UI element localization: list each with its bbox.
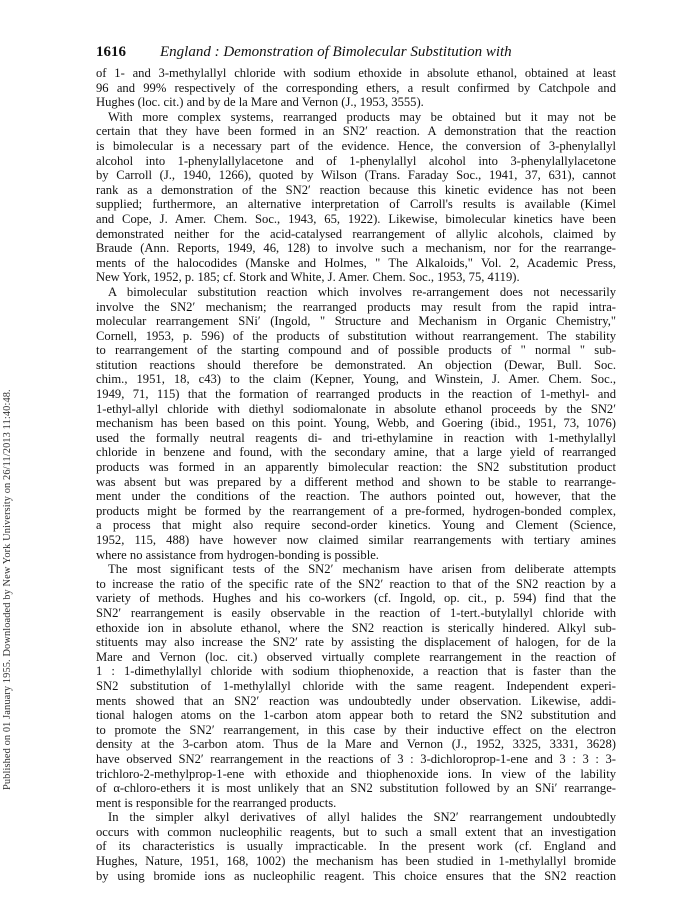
- text-line: where no assistance from hydrogen-bonding is possible.: [96, 547, 379, 562]
- text-line: New York, 1952, p. 185; cf. Stork and White, J. Amer. Chem. Soc., 1953, 75, 4119).: [96, 270, 520, 285]
- text-line: a process that might also require second-order kinetics. Young and Clement (Science,: [96, 518, 616, 533]
- text-line: mechanism has been based on this point. Young, Webb, and Goering (ibid., 1951, 73, 1076): [96, 416, 616, 431]
- page-number: 1616: [96, 44, 126, 60]
- text-line: involve the SN2′ mechanism; the rearranged products may result from the rapid intra-: [96, 299, 616, 314]
- text-line: occurs with common nucleophilic reagents, but to such a small extent that an investigation: [96, 824, 616, 839]
- text-line: tional halogen atoms on the 1-carbon atom appear both to retard the SN2 substitution and: [96, 708, 616, 723]
- text-line: trichloro-2-methylprop-1-ene with ethoxide and thiophenoxide ions. In view of the lability: [96, 766, 616, 781]
- text-line: to increase the ratio of the specific rate of the SN2′ reaction to that of the SN2 reaction by a: [96, 576, 616, 591]
- text-line: stituents may also increase the SN2′ rate by assisting the displacement of halogen, for de la: [96, 635, 616, 650]
- text-line: In the simpler alkyl derivatives of allyl halides the SN2′ rearrangement undoubtedly: [108, 810, 616, 825]
- text-line: by using bromide ions as nucleophilic reagent. This choice ensures that the SN2 reaction: [96, 868, 616, 883]
- text-line: products might be formed by the rearrangement of a pre-formed, hydrogen-bonded complex,: [96, 503, 616, 518]
- text-line: of α-chloro-ethers it is most unlikely that an SN2 substitution followed by an SNi′ rearrange-: [96, 781, 616, 796]
- text-line: supplied; furthermore, an alternative interpretation of Carroll's results is available (Kimel: [96, 197, 616, 212]
- running-header: [96, 44, 616, 66]
- text-line: 96 and 99% respectively of the corresponding ethers, a result confirmed by Catchpole and: [96, 80, 616, 95]
- text-line: variety of methods. Hughes and his co-workers (cf. Ingold, op. cit., p. 594) find that the: [96, 591, 616, 606]
- text-line: Hughes, Nature, 1951, 168, 1002) the mechanism has been studied in 1-methylallyl bromide: [96, 854, 616, 869]
- text-line: Cornell, 1953, p. 596) of the products of substitution without rearrangement. The stability: [96, 328, 616, 343]
- text-line: 1 : 1-dimethylallyl chloride with sodium thiophenoxide, a reaction that is faster than the: [96, 664, 616, 679]
- text-line: stitution reactions should therefore be demonstrated. An objection (Dewar, Bull. Soc.: [96, 357, 616, 372]
- text-line: alcohol into 1-phenylallylacetone and of 1-phenylallyl alcohol into 3-phenylallylacetone: [96, 153, 616, 168]
- text-line: A bimolecular substitution reaction which involves re-arrangement does not necessarily: [108, 284, 616, 299]
- text-line: SN2 substitution of 1-methylallyl chloride with the same reagent. Independent experi-: [96, 678, 616, 693]
- text-line: 1952, 115, 488) have however now claimed similar rearrangements with tertiary amines: [96, 533, 616, 547]
- text-line: chloride in benzene and found, with the secondary amine, that a large yield of rearranged: [96, 445, 616, 460]
- text-line: and Cope, J. Amer. Chem. Soc., 1943, 65, 1922). Likewise, bimolecular kinetics have been: [96, 211, 616, 226]
- text-line: to promote the SN2′ rearrangement, in this case by their inductive effect on the electron: [96, 722, 616, 737]
- text-line: 1-ethyl-allyl chloride with diethyl sodiomalonate in absolute ethanol proceeds by the SN2′: [96, 401, 616, 416]
- text-line: ments of the halocodides (Manske and Holmes, " The Alkaloids," Vol. 2, Academic Press,: [96, 255, 616, 270]
- text-line: certain that they have been formed in an SN2′ reaction. A demonstration that the reaction: [96, 124, 616, 139]
- text-line: ment under the conditions of the reaction. The authors pointed out, however, that the: [96, 489, 616, 504]
- text-line: products was formed in an apparently bimolecular reaction: the SN2 substitution product: [96, 460, 616, 475]
- text-line: Hughes (loc. cit.) and by de la Mare and Vernon (J., 1953, 3555).: [96, 95, 424, 110]
- text-line: rank as a demonstration of the SN2′ reaction because this kinetic evidence has not been: [96, 182, 616, 197]
- text-line: SN2′ rearrangement is easily observable in the reaction of 1-tert.-butylallyl chloride with: [96, 605, 616, 620]
- text-line: ethoxide ion in absolute ethanol, where the SN2 reaction is sterically hindered. Alkyl sub-: [96, 620, 616, 635]
- text-line: Mare and Vernon (loc. cit.) observed virtually complete rearrangement in the reaction of: [96, 649, 616, 664]
- text-line: Braude (Ann. Reports, 1949, 46, 128) to involve such a mechanism, nor for the rearrange-: [96, 241, 616, 256]
- text-line: ments showed that an SN2′ reaction was undoubtedly under observation. Likewise, addi-: [96, 693, 616, 708]
- text-line: ment is responsible for the rearranged products.: [96, 795, 337, 810]
- text-line: to rearrangement of the starting compound and of possible products of " normal " sub-: [96, 343, 616, 358]
- text-line: of 1- and 3-methylallyl chloride with sodium ethoxide in absolute ethanol, obtained at least: [96, 66, 616, 80]
- text-line: The most significant tests of the SN2′ mechanism have arisen from deliberate attempts: [108, 562, 616, 577]
- text-line: 1949, 71, 115) that the formation of rearranged products in the reaction of 1-methyl- and: [96, 387, 616, 402]
- text-line: was absent but was prepared by a different method and shown to be stable to rearrange-: [96, 474, 616, 489]
- text-line: of its characteristics is usually impracticable. In the present work (cf. England and: [96, 839, 616, 854]
- body-text: [96, 66, 616, 883]
- text-line: With more complex systems, rearranged products may be obtained but it may not be: [108, 109, 616, 124]
- text-line: density at the 3-carbon atom. Thus de la Mare and Vernon (J., 1952, 3325, 3331, 3628): [96, 737, 616, 752]
- running-title: England : Demonstration of Bimolecular Substitution with: [160, 44, 512, 60]
- text-line: used the formally neutral reagents di- and tri-ethylamine in reaction with 1-methylallyl: [96, 430, 616, 445]
- text-line: demonstrated neither for the acid-catalysed rearrangement of allylic alcohols, claimed by: [96, 226, 616, 241]
- download-watermark: Published on 01 January 1955. Downloaded by New York University on 26/11/2013 11:40:48.: [2, 389, 13, 790]
- text-line: by Carroll (J., 1940, 1266), quoted by Wilson (Trans. Faraday Soc., 1941, 37, 631), cannot: [96, 168, 616, 183]
- text-line: molecular rearrangement SNi′ (Ingold, " Structure and Mechanism in Organic Chemistry,": [96, 314, 616, 329]
- text-line: is bimolecular is a necessary part of the evidence. Hence, the conversion of 3-phenylallyl: [96, 138, 616, 153]
- text-line: chim., 1951, 18, c43) to the claim (Kepner, Young, and Winstein, J. Amer. Chem. Soc.,: [96, 372, 616, 387]
- text-line: have observed SN2′ rearrangement in the reactions of 3 : 3-dichloroprop-1-ene and 3 : 3 : 3-: [96, 751, 616, 766]
